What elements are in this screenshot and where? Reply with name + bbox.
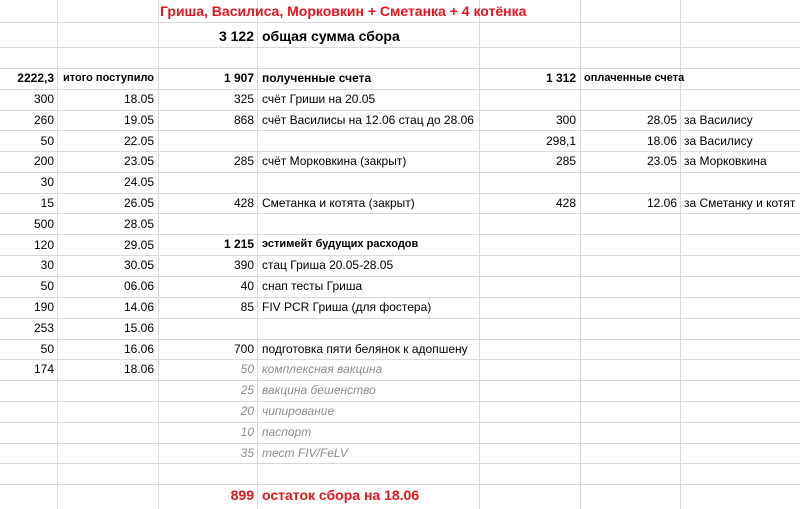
paid-total: 1 312 — [545, 71, 576, 85]
estimate-amount: 50 — [240, 362, 254, 376]
paid-amount — [480, 172, 576, 192]
income-date: 22.05 — [123, 134, 154, 148]
received-amount — [158, 131, 254, 151]
received-desc — [262, 172, 482, 192]
income-date: 18.06 — [123, 362, 154, 376]
paid-date: 18.06 — [646, 134, 677, 148]
paid-date: 23.05 — [646, 154, 677, 168]
income-date: 18.05 — [123, 92, 154, 106]
paid-amount: 300 — [555, 113, 576, 127]
paid-label: оплаченные счета — [584, 72, 685, 84]
estimate-desc: стац Гриша 20.05-28.05 — [262, 258, 394, 272]
estimate-desc: чипирование — [262, 404, 335, 418]
paid-amount: 285 — [555, 154, 576, 168]
income-date: 15.06 — [123, 321, 154, 335]
received-amount: 428 — [233, 196, 254, 210]
total-label: общая сумма сбора — [262, 28, 400, 44]
received-amount: 285 — [233, 154, 254, 168]
estimate-desc: вакцина бешенство — [262, 383, 376, 397]
received-label: полученные счета — [262, 71, 372, 85]
income-amount: 30 — [40, 175, 54, 189]
estimate-desc: FIV PCR Гриша (для фостера) — [262, 300, 432, 314]
paid-date — [581, 172, 677, 192]
estimate-amount: 25 — [240, 383, 254, 397]
income-amount: 50 — [40, 342, 54, 356]
sheet-title: Гриша, Василиса, Морковкин + Сметанка + 4 котёнка — [160, 3, 527, 19]
estimate-desc: снап тесты Гриша — [262, 279, 363, 293]
income-total: 2222,3 — [17, 71, 54, 85]
received-desc: счёт Василисы на 12.06 стац до 28.06 — [262, 113, 474, 127]
received-total: 1 907 — [223, 71, 254, 85]
estimate-label: эстимейт будущих расходов — [262, 238, 419, 250]
paid-desc: за Василису — [684, 134, 753, 148]
income-label: итого поступило — [63, 72, 155, 84]
estimate-amount: 10 — [240, 425, 254, 439]
paid-desc: за Сметанку и котят — [684, 196, 796, 210]
estimate-desc: паспорт — [262, 425, 312, 439]
received-amount: 325 — [233, 92, 254, 106]
income-amount: 300 — [33, 92, 54, 106]
income-amount: 500 — [33, 217, 54, 231]
paid-desc: за Василису — [684, 113, 753, 127]
balance-amount: 899 — [230, 487, 254, 503]
income-amount: 15 — [40, 196, 54, 210]
paid-date: 12.06 — [646, 196, 677, 210]
estimate-amount — [158, 318, 254, 338]
grid-line — [0, 47, 800, 48]
paid-desc — [684, 172, 800, 192]
estimate-total: 1 215 — [223, 237, 254, 251]
received-amount: 868 — [233, 113, 254, 127]
estimate-amount: 390 — [233, 258, 254, 272]
income-date: 29.05 — [123, 238, 154, 252]
income-amount: 120 — [33, 238, 54, 252]
received-amount — [158, 172, 254, 192]
income-date: 24.05 — [123, 175, 154, 189]
income-date: 14.06 — [123, 300, 154, 314]
income-date: 23.05 — [123, 154, 154, 168]
grid-line — [0, 463, 800, 464]
received-desc: счёт Гриши на 20.05 — [262, 92, 376, 106]
estimate-desc: подготовка пяти белянок к адопшену — [262, 342, 468, 356]
income-date: 28.05 — [123, 217, 154, 231]
income-date: 30.05 — [123, 258, 154, 272]
income-amount: 190 — [33, 300, 54, 314]
estimate-amount: 85 — [240, 300, 254, 314]
estimate-amount: 20 — [240, 404, 254, 418]
paid-date — [581, 89, 677, 109]
income-date: 06.06 — [123, 279, 154, 293]
balance-label: остаток сбора на 18.06 — [262, 487, 420, 503]
paid-desc — [684, 89, 800, 109]
estimate-amount: 35 — [240, 446, 254, 460]
income-date: 19.05 — [123, 113, 154, 127]
income-amount: 260 — [33, 113, 54, 127]
income-date: 16.06 — [123, 342, 154, 356]
income-amount: 253 — [33, 321, 54, 335]
income-amount: 50 — [40, 134, 54, 148]
paid-amount — [480, 89, 576, 109]
income-amount: 174 — [33, 362, 54, 376]
estimate-amount: 40 — [240, 279, 254, 293]
income-amount: 50 — [40, 279, 54, 293]
income-date: 26.05 — [123, 196, 154, 210]
estimate-desc: комплексная вакцина — [262, 362, 383, 376]
income-amount: 200 — [33, 154, 54, 168]
received-desc — [262, 131, 482, 151]
estimate-amount: 700 — [233, 342, 254, 356]
paid-amount: 428 — [555, 196, 576, 210]
received-desc: счёт Морковкина (закрыт) — [262, 154, 407, 168]
total-amount: 3 122 — [218, 28, 254, 44]
paid-amount: 298,1 — [545, 134, 576, 148]
estimate-desc: тест FIV/FeLV — [262, 446, 348, 460]
paid-desc: за Морковкина — [684, 154, 767, 168]
estimate-desc — [262, 318, 482, 338]
grid-line — [0, 22, 800, 23]
paid-date: 28.05 — [646, 113, 677, 127]
received-desc: Сметанка и котята (закрыт) — [262, 196, 415, 210]
income-amount: 30 — [40, 258, 54, 272]
